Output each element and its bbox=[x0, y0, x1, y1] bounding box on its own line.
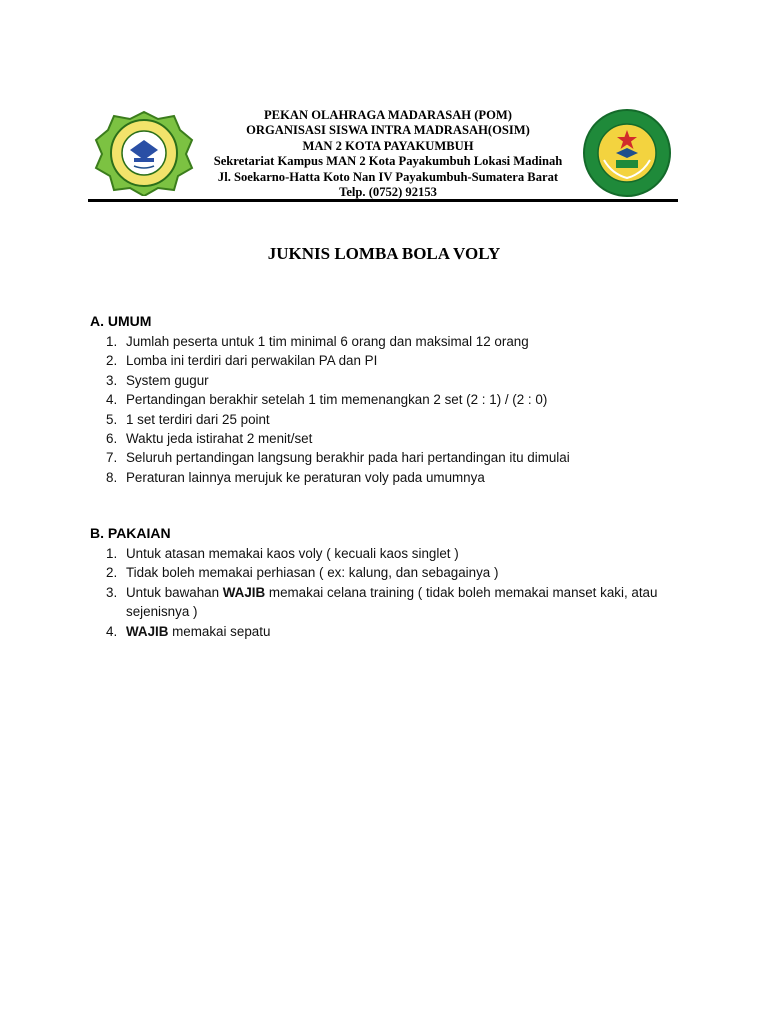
list-item-number: 8. bbox=[106, 469, 118, 485]
list-item-number: 1. bbox=[106, 546, 118, 561]
madrasah-aliyah-logo bbox=[94, 110, 194, 196]
list-item-text: Peraturan lainnya merujuk ke peraturan voly pada umumnya bbox=[126, 469, 485, 485]
list-item-text: memakai celana training ( tidak boleh memakai manset kaki, atau sejenisnya ) bbox=[126, 584, 658, 620]
header-divider bbox=[88, 199, 678, 202]
phone-number: Telp. (0752) 92153 bbox=[339, 185, 437, 200]
pakaian-rules-list bbox=[90, 544, 690, 641]
event-name: PEKAN OLAHRAGA MADARASAH (POM) bbox=[263, 108, 512, 122]
secretariat-address: Sekretariat Kampus MAN 2 Kota Payakumbuh Lokasi Madinah bbox=[213, 154, 563, 169]
list-item-text: memakai sepatu bbox=[168, 623, 271, 639]
document-title: JUKNIS LOMBA BOLA VOLY bbox=[267, 244, 501, 263]
list-item-number: 1. bbox=[106, 334, 118, 349]
list-item-text: Jumlah peserta untuk 1 tim minimal 6 orang dan maksimal 12 orang bbox=[126, 334, 529, 349]
list-item bbox=[90, 429, 690, 448]
organization-name: ORGANISASI SISWA INTRA MADRASAH(OSIM) bbox=[246, 123, 530, 138]
list-item-text: Pertandingan berakhir setelah 1 tim memenangkan 2 set (2 : 1) / (2 : 0) bbox=[126, 392, 548, 408]
list-item-text: Lomba ini terdiri dari perwakilan PA dan PI bbox=[126, 353, 378, 369]
osim-logo bbox=[582, 108, 672, 198]
list-item-text: Untuk atasan memakai kaos voly ( kecuali kaos singlet ) bbox=[126, 546, 459, 561]
section-heading-pakaian: B. PAKAIAN bbox=[90, 525, 171, 541]
list-item bbox=[90, 563, 690, 582]
list-item-number: 3. bbox=[106, 584, 118, 600]
list-item-number: 2. bbox=[106, 353, 118, 369]
list-item bbox=[90, 390, 690, 409]
school-name: MAN 2 KOTA PAYAKUMBUH bbox=[302, 138, 474, 153]
section-heading-umum: A. UMUM bbox=[90, 313, 152, 329]
list-item-number: 7. bbox=[106, 450, 118, 466]
list-item-text: Untuk bawahan bbox=[126, 584, 223, 600]
street-address: Jl. Soekarno-Hatta Koto Nan IV Payakumbuh-Sumatera Barat bbox=[217, 169, 559, 184]
list-item-number: 3. bbox=[106, 372, 118, 388]
emphasis-text: WAJIB bbox=[126, 623, 169, 639]
list-item-text: Tidak boleh memakai perhiasan ( ex: kalung, dan sebagainya ) bbox=[126, 565, 499, 581]
list-item-text: 1 set terdiri dari 25 point bbox=[126, 411, 270, 427]
list-item bbox=[90, 410, 690, 429]
list-item bbox=[90, 622, 690, 641]
list-item-text: Waktu jeda istirahat 2 menit/set bbox=[126, 431, 313, 447]
list-item-number: 5. bbox=[106, 411, 118, 427]
list-item bbox=[90, 448, 690, 467]
letterhead-text bbox=[198, 108, 578, 200]
list-item bbox=[90, 583, 690, 622]
list-item bbox=[90, 332, 690, 351]
list-item-number: 6. bbox=[106, 431, 118, 447]
letterhead bbox=[88, 100, 678, 204]
list-item bbox=[90, 468, 690, 487]
list-item-text: System gugur bbox=[126, 372, 209, 388]
emphasis-text: WAJIB bbox=[222, 584, 266, 600]
list-item-number: 2. bbox=[106, 565, 118, 581]
list-item bbox=[90, 544, 690, 563]
list-item-number: 4. bbox=[106, 623, 118, 639]
list-item bbox=[90, 351, 690, 370]
umum-rules-list bbox=[90, 332, 690, 487]
list-item-text: Seluruh pertandingan langsung berakhir pada hari pertandingan itu dimulai bbox=[126, 450, 570, 466]
list-item-number: 4. bbox=[106, 392, 118, 408]
list-item bbox=[90, 371, 690, 390]
